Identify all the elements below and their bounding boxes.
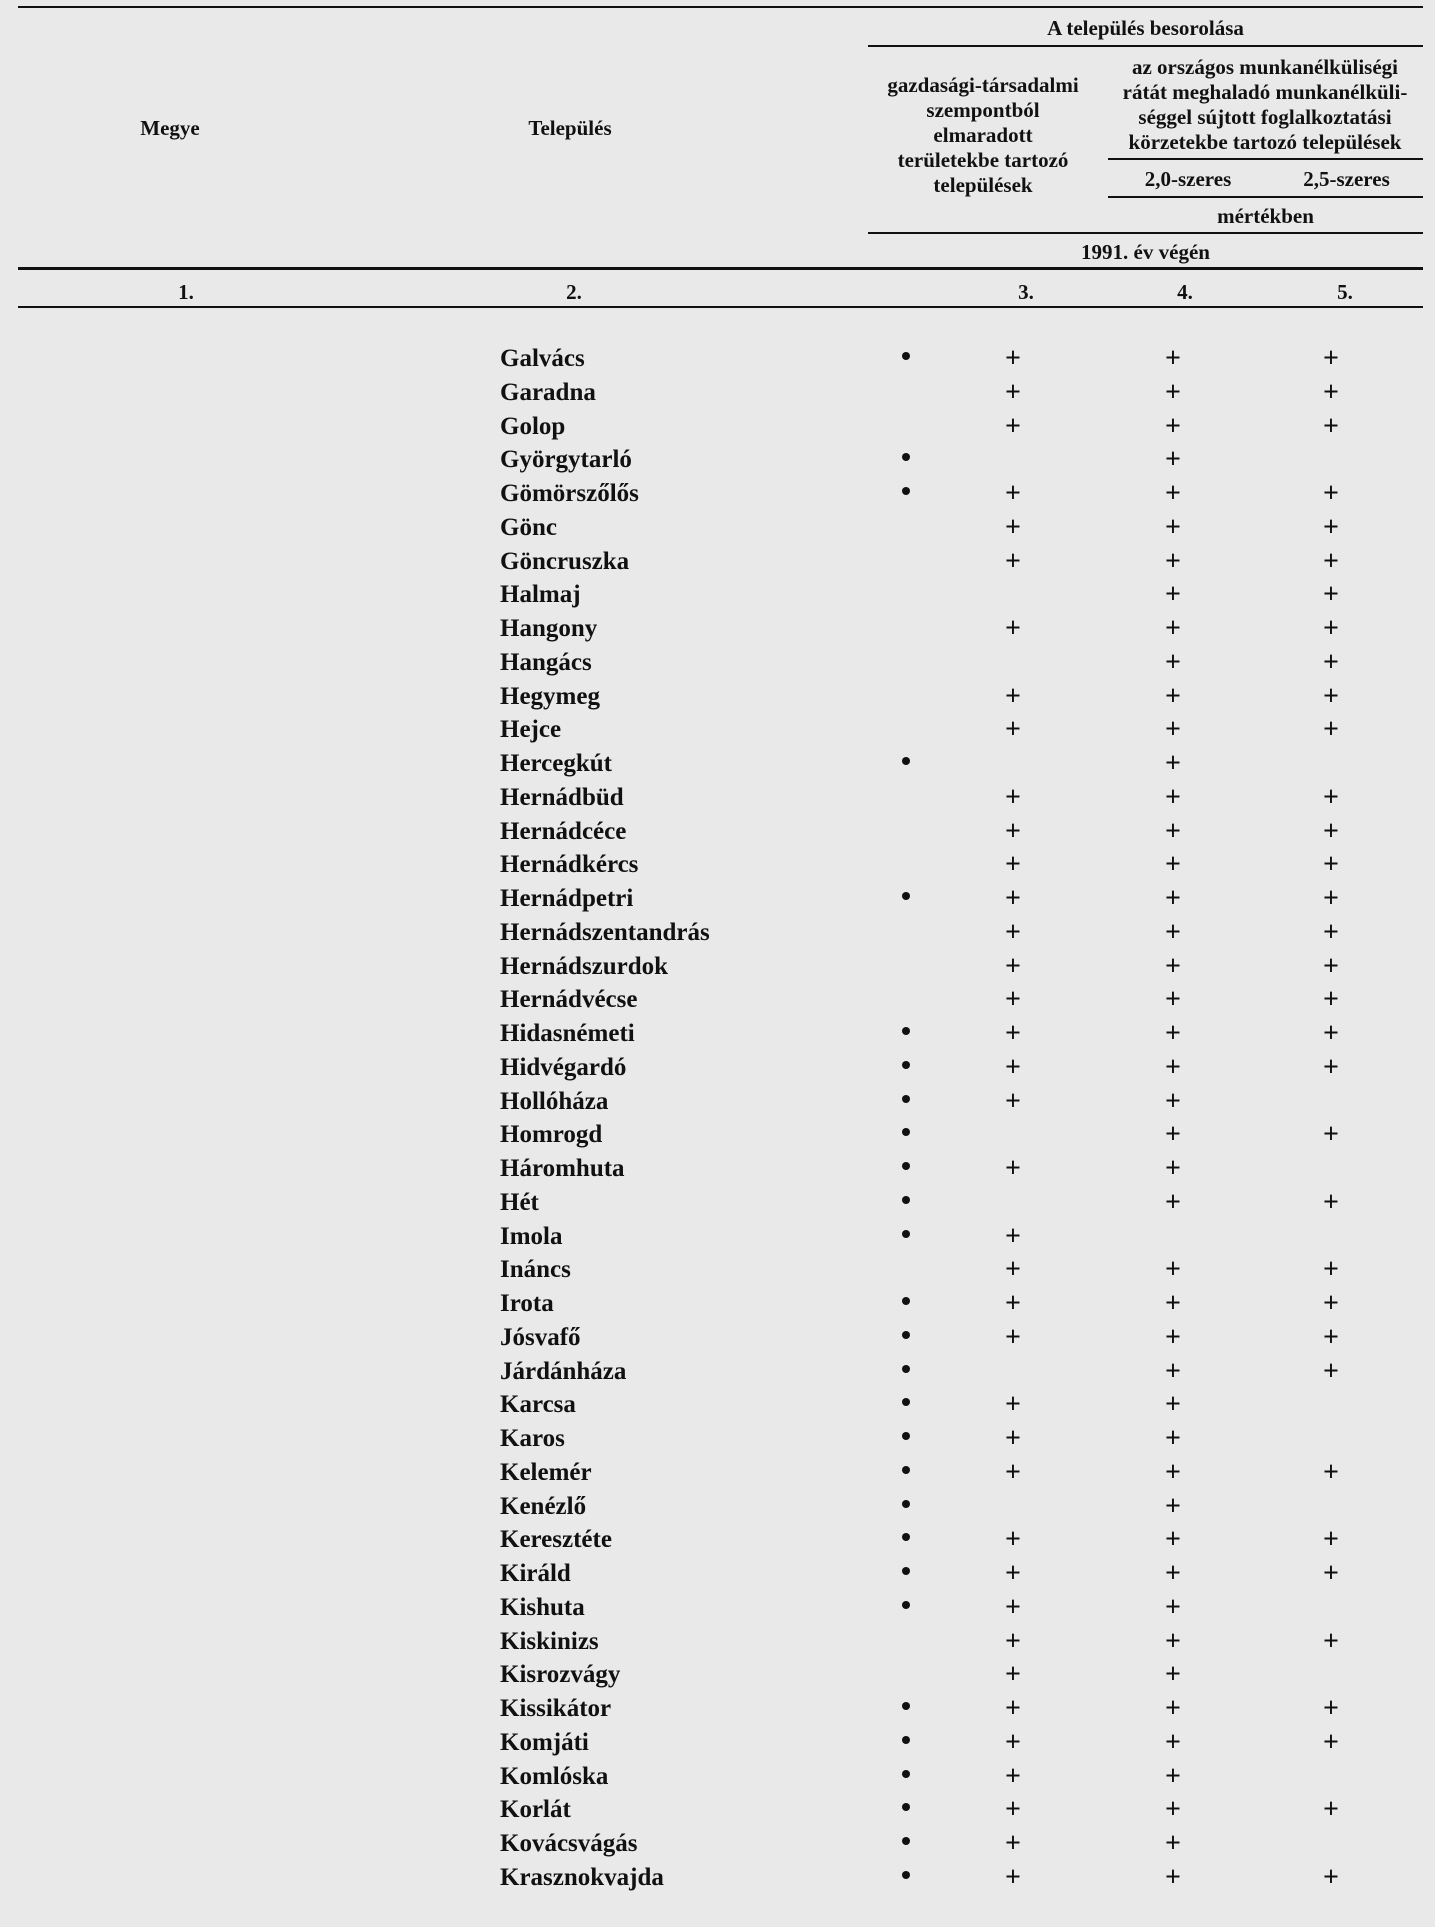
plus-marker-c4: + bbox=[1165, 1288, 1181, 1319]
plus-marker-c3: + bbox=[1005, 1760, 1021, 1792]
settlement-name: Királd bbox=[500, 1560, 571, 1587]
settlement-name: Karos bbox=[500, 1425, 565, 1452]
settlement-name: Hidvégardó bbox=[500, 1053, 627, 1081]
settlement-name: Kishuta bbox=[500, 1593, 585, 1621]
settlement-name: Kenézlő bbox=[500, 1492, 587, 1520]
plus-marker-c3: + bbox=[1005, 714, 1021, 746]
plus-marker-c5: + bbox=[1323, 1524, 1339, 1556]
plus-marker-c4: + bbox=[1165, 376, 1181, 408]
plus-marker-c3: + bbox=[1005, 1625, 1021, 1657]
plus-marker-c4: + bbox=[1165, 478, 1181, 509]
plus-marker-c4: + bbox=[1165, 1558, 1181, 1589]
settlement-name: Hernádbüd bbox=[500, 783, 624, 811]
plus-marker-c4: + bbox=[1165, 680, 1181, 712]
table-row bbox=[0, 952, 1435, 986]
dot-marker bbox=[902, 1365, 910, 1373]
plus-marker-c3: + bbox=[1005, 1254, 1021, 1286]
plus-marker-c3: + bbox=[1005, 1321, 1021, 1353]
table-row bbox=[0, 1829, 1435, 1863]
table-row bbox=[0, 648, 1435, 682]
plus-marker-c4: + bbox=[1165, 1625, 1181, 1657]
plus-marker-c4: + bbox=[1165, 579, 1181, 611]
plus-marker-c5: + bbox=[1323, 781, 1339, 813]
header-line: elmaradott bbox=[933, 123, 1033, 147]
settlement-name: Gömörszőlős bbox=[500, 480, 639, 507]
dot-marker bbox=[902, 757, 910, 765]
dot-marker bbox=[902, 1466, 910, 1474]
table-row bbox=[0, 1627, 1435, 1661]
settlement-name: Hollóháza bbox=[500, 1087, 609, 1115]
settlement-name: Hangony bbox=[500, 615, 598, 642]
dot-marker bbox=[902, 487, 910, 495]
plus-marker-c4: + bbox=[1165, 883, 1181, 914]
plus-marker-c4: + bbox=[1165, 613, 1181, 644]
plus-marker-c3: + bbox=[1005, 1726, 1021, 1758]
plus-marker-c4: + bbox=[1165, 1051, 1181, 1083]
settlement-name: Halmaj bbox=[500, 581, 581, 609]
table-row bbox=[0, 1053, 1435, 1087]
settlement-name: Korlát bbox=[500, 1796, 571, 1824]
settlement-name: Karcsa bbox=[500, 1391, 576, 1419]
plus-marker-c5: + bbox=[1323, 1355, 1339, 1387]
dot-marker bbox=[902, 1398, 910, 1406]
group-title: A település besorolása bbox=[1047, 16, 1244, 40]
dot-marker bbox=[902, 1871, 910, 1879]
dot-marker bbox=[902, 1027, 910, 1035]
settlement-name: Jósvafő bbox=[500, 1323, 581, 1351]
dot-marker bbox=[902, 1736, 910, 1744]
plus-marker-c4: + bbox=[1165, 545, 1181, 577]
plus-marker-c3: + bbox=[1005, 815, 1021, 847]
settlement-name: Hercegkút bbox=[500, 750, 613, 777]
table-row bbox=[0, 1728, 1435, 1762]
dot-marker bbox=[902, 1770, 910, 1778]
settlement-name: Krasznokvajda bbox=[500, 1863, 664, 1891]
plus-marker-c3: + bbox=[1005, 613, 1021, 644]
plus-marker-c3: + bbox=[1005, 1423, 1021, 1454]
settlement-name: Kiskinizs bbox=[500, 1627, 599, 1655]
header-line: rátát meghaladó munkanélküli- bbox=[1122, 80, 1408, 104]
plus-marker-c4: + bbox=[1165, 1726, 1181, 1758]
plus-marker-c5: + bbox=[1323, 1558, 1339, 1589]
column-number-3: 3. bbox=[1018, 280, 1034, 304]
plus-marker-c3: + bbox=[1005, 883, 1021, 914]
table-row bbox=[0, 1289, 1435, 1323]
plus-marker-c4: + bbox=[1165, 714, 1181, 746]
plus-marker-c3: + bbox=[1005, 1018, 1021, 1049]
dot-marker bbox=[902, 1533, 910, 1541]
plus-marker-c3: + bbox=[1005, 1524, 1021, 1556]
plus-marker-c3: + bbox=[1005, 849, 1021, 881]
plus-marker-c4: + bbox=[1165, 1524, 1181, 1556]
settlement-name: Göncruszka bbox=[500, 547, 630, 575]
header-line: az országos munkanélküliségi bbox=[1131, 55, 1399, 79]
plus-marker-c5: + bbox=[1323, 376, 1339, 408]
column-number-2: 2. bbox=[566, 280, 582, 304]
dot-marker bbox=[902, 1297, 910, 1305]
plus-marker-c5: + bbox=[1323, 1693, 1339, 1724]
subtitle-2-0-szeres: 2,0-szeres bbox=[1144, 167, 1232, 191]
plus-marker-c5: + bbox=[1323, 545, 1339, 577]
table-row bbox=[0, 1795, 1435, 1829]
settlement-name: Hernádkércs bbox=[500, 851, 639, 879]
header-line: séggel sújtott foglalkoztatási bbox=[1138, 105, 1392, 129]
plus-marker-c5: + bbox=[1323, 984, 1339, 1016]
column-number-5: 5. bbox=[1337, 280, 1353, 304]
table-row bbox=[0, 547, 1435, 581]
plus-marker-c4: + bbox=[1165, 1456, 1181, 1488]
plus-marker-c4: + bbox=[1165, 748, 1181, 779]
table-row bbox=[0, 479, 1435, 513]
plus-marker-c3: + bbox=[1005, 1693, 1021, 1724]
header-line: körzetekbe tartozó települések bbox=[1128, 130, 1402, 154]
table-row bbox=[0, 918, 1435, 952]
plus-marker-c4: + bbox=[1165, 1861, 1181, 1893]
plus-marker-c4: + bbox=[1165, 1355, 1181, 1387]
dot-marker bbox=[902, 1500, 910, 1508]
plus-marker-c3: + bbox=[1005, 1051, 1021, 1083]
plus-marker-c3: + bbox=[1005, 343, 1021, 374]
dot-marker bbox=[902, 1331, 910, 1339]
plus-marker-c5: + bbox=[1323, 343, 1339, 374]
settlement-name: Hegymeg bbox=[500, 682, 600, 710]
header-line: területekbe tartozó bbox=[897, 148, 1069, 172]
plus-marker-c4: + bbox=[1165, 781, 1181, 813]
dot-marker bbox=[902, 352, 910, 360]
plus-marker-c3: + bbox=[1005, 1288, 1021, 1319]
plus-marker-c4: + bbox=[1165, 1186, 1181, 1218]
plus-marker-c4: + bbox=[1165, 1389, 1181, 1421]
column-title-telepules: Település bbox=[528, 116, 612, 140]
plus-marker-c3: + bbox=[1005, 984, 1021, 1016]
plus-marker-c5: + bbox=[1323, 410, 1339, 442]
table-row bbox=[0, 1188, 1435, 1222]
settlement-name: Györgytarló bbox=[500, 446, 632, 474]
column-title-megye: Megye bbox=[140, 116, 200, 140]
settlement-name: Kisrozvágy bbox=[500, 1661, 621, 1689]
table-row bbox=[0, 1660, 1435, 1694]
table-row bbox=[0, 1525, 1435, 1559]
table-row bbox=[0, 850, 1435, 884]
table-row bbox=[0, 1863, 1435, 1897]
plus-marker-c4: + bbox=[1165, 1018, 1181, 1049]
settlement-name: Háromhuta bbox=[500, 1155, 625, 1182]
settlement-name: Hangács bbox=[500, 648, 592, 676]
dot-marker bbox=[902, 1567, 910, 1575]
plus-marker-c3: + bbox=[1005, 1659, 1021, 1691]
plus-marker-c5: + bbox=[1323, 1794, 1339, 1826]
plus-marker-c5: + bbox=[1323, 579, 1339, 611]
table-row bbox=[0, 1255, 1435, 1289]
plus-marker-c5: + bbox=[1323, 950, 1339, 982]
period-label: 1991. év végén bbox=[1081, 240, 1210, 264]
settlement-name: Kissikátor bbox=[500, 1695, 612, 1722]
plus-marker-c5: + bbox=[1323, 1254, 1339, 1286]
table-row bbox=[0, 412, 1435, 446]
table-row bbox=[0, 1424, 1435, 1458]
settlement-name: Kovácsvágás bbox=[500, 1830, 638, 1857]
dot-marker bbox=[902, 1162, 910, 1170]
column-number-1: 1. bbox=[178, 280, 194, 304]
settlement-name: Golop bbox=[500, 412, 566, 440]
table-row bbox=[0, 1357, 1435, 1391]
table-row bbox=[0, 1323, 1435, 1357]
dot-marker bbox=[902, 1702, 910, 1710]
settlement-name: Hét bbox=[500, 1188, 539, 1216]
table-row bbox=[0, 580, 1435, 614]
settlement-name: Homrogd bbox=[500, 1121, 603, 1149]
dot-marker bbox=[902, 1837, 910, 1845]
plus-marker-c5: + bbox=[1323, 680, 1339, 712]
table-row bbox=[0, 884, 1435, 918]
plus-marker-c3: + bbox=[1005, 1558, 1021, 1589]
plus-marker-c5: + bbox=[1323, 815, 1339, 847]
plus-marker-c3: + bbox=[1005, 1085, 1021, 1117]
plus-marker-c5: + bbox=[1323, 1625, 1339, 1657]
settlement-name: Irota bbox=[500, 1290, 554, 1317]
plus-marker-c4: + bbox=[1165, 444, 1181, 476]
plus-marker-c4: + bbox=[1165, 1760, 1181, 1792]
settlement-name: Hejce bbox=[500, 716, 562, 744]
dot-marker bbox=[902, 1061, 910, 1069]
plus-marker-c4: + bbox=[1165, 916, 1181, 948]
dot-marker bbox=[902, 1432, 910, 1440]
settlement-name: Hernádpetri bbox=[500, 885, 634, 912]
table-row bbox=[0, 682, 1435, 716]
table-row bbox=[0, 1458, 1435, 1492]
plus-marker-c4: + bbox=[1165, 1659, 1181, 1691]
plus-marker-c5: + bbox=[1323, 916, 1339, 948]
table-row bbox=[0, 1559, 1435, 1593]
plus-marker-c3: + bbox=[1005, 1389, 1021, 1421]
settlement-name: Garadna bbox=[500, 378, 596, 406]
plus-marker-c4: + bbox=[1165, 1693, 1181, 1724]
dot-marker bbox=[902, 1196, 910, 1204]
table-row bbox=[0, 1120, 1435, 1154]
table-row bbox=[0, 614, 1435, 648]
header-line: települések bbox=[933, 173, 1033, 197]
settlement-name: Gönc bbox=[500, 513, 557, 541]
plus-marker-c3: + bbox=[1005, 1220, 1021, 1252]
plus-marker-c5: + bbox=[1323, 646, 1339, 678]
plus-marker-c4: + bbox=[1165, 511, 1181, 543]
plus-marker-c3: + bbox=[1005, 1591, 1021, 1623]
plus-marker-c3: + bbox=[1005, 478, 1021, 509]
table-row bbox=[0, 985, 1435, 1019]
plus-marker-c4: + bbox=[1165, 1423, 1181, 1454]
plus-marker-c4: + bbox=[1165, 1254, 1181, 1286]
plus-marker-c5: + bbox=[1323, 849, 1339, 881]
settlement-name: Hernádszurdok bbox=[500, 952, 669, 980]
table-row bbox=[0, 1762, 1435, 1796]
plus-marker-c5: + bbox=[1323, 883, 1339, 914]
settlement-name: Hernádcéce bbox=[500, 817, 627, 845]
plus-marker-c3: + bbox=[1005, 1794, 1021, 1826]
plus-marker-c3: + bbox=[1005, 1828, 1021, 1859]
plus-marker-c4: + bbox=[1165, 815, 1181, 847]
settlement-name: Hidasnémeti bbox=[500, 1020, 635, 1047]
plus-marker-c4: + bbox=[1165, 646, 1181, 678]
table-row bbox=[0, 715, 1435, 749]
settlement-name: Hernádszentandrás bbox=[500, 918, 710, 946]
plus-marker-c4: + bbox=[1165, 1794, 1181, 1826]
plus-marker-c3: + bbox=[1005, 680, 1021, 712]
plus-marker-c3: + bbox=[1005, 1861, 1021, 1893]
plus-marker-c5: + bbox=[1323, 613, 1339, 644]
header-line: szempontból bbox=[926, 98, 1040, 122]
dot-marker bbox=[902, 1128, 910, 1136]
plus-marker-c4: + bbox=[1165, 950, 1181, 982]
plus-marker-c5: + bbox=[1323, 1051, 1339, 1083]
plus-marker-c4: + bbox=[1165, 1321, 1181, 1353]
plus-marker-c5: + bbox=[1323, 1321, 1339, 1353]
plus-marker-c3: + bbox=[1005, 1153, 1021, 1184]
plus-marker-c3: + bbox=[1005, 950, 1021, 982]
table-row bbox=[0, 344, 1435, 378]
column-number-4: 4. bbox=[1177, 280, 1193, 304]
settlement-name: Kelemér bbox=[500, 1458, 592, 1486]
plus-marker-c5: + bbox=[1323, 1119, 1339, 1151]
table-row bbox=[0, 1593, 1435, 1627]
dot-marker bbox=[902, 1803, 910, 1811]
plus-marker-c5: + bbox=[1323, 1861, 1339, 1893]
plus-marker-c5: + bbox=[1323, 1186, 1339, 1218]
plus-marker-c4: + bbox=[1165, 1828, 1181, 1859]
table-row bbox=[0, 1154, 1435, 1188]
plus-marker-c3: + bbox=[1005, 545, 1021, 577]
settlement-name: Járdánháza bbox=[500, 1357, 627, 1385]
dot-marker bbox=[902, 1230, 910, 1238]
plus-marker-c4: + bbox=[1165, 1591, 1181, 1623]
settlement-name: Komjáti bbox=[500, 1728, 589, 1756]
plus-marker-c5: + bbox=[1323, 1018, 1339, 1049]
table-row bbox=[0, 817, 1435, 851]
measure-label: mértékben bbox=[1217, 204, 1314, 228]
plus-marker-c4: + bbox=[1165, 1085, 1181, 1117]
plus-marker-c5: + bbox=[1323, 1288, 1339, 1319]
dot-marker bbox=[902, 892, 910, 900]
dot-marker bbox=[902, 1095, 910, 1103]
table-row bbox=[0, 378, 1435, 412]
plus-marker-c4: + bbox=[1165, 410, 1181, 442]
plus-marker-c4: + bbox=[1165, 849, 1181, 881]
plus-marker-c4: + bbox=[1165, 1119, 1181, 1151]
table-row bbox=[0, 445, 1435, 479]
settlement-name: Keresztéte bbox=[500, 1526, 612, 1554]
dot-marker bbox=[902, 453, 910, 461]
table-row bbox=[0, 1222, 1435, 1256]
plus-marker-c4: + bbox=[1165, 984, 1181, 1016]
dot-marker bbox=[902, 1601, 910, 1609]
settlement-name: Komlóska bbox=[500, 1762, 609, 1790]
table-row bbox=[0, 1087, 1435, 1121]
plus-marker-c5: + bbox=[1323, 1726, 1339, 1758]
table-row bbox=[0, 513, 1435, 547]
plus-marker-c3: + bbox=[1005, 376, 1021, 408]
settlement-name: Hernádvécse bbox=[500, 986, 638, 1014]
plus-marker-c5: + bbox=[1323, 511, 1339, 543]
plus-marker-c4: + bbox=[1165, 1490, 1181, 1522]
table-row bbox=[0, 749, 1435, 783]
plus-marker-c3: + bbox=[1005, 511, 1021, 543]
plus-marker-c5: + bbox=[1323, 714, 1339, 746]
subtitle-2-5-szeres: 2,5-szeres bbox=[1303, 167, 1390, 191]
plus-marker-c3: + bbox=[1005, 781, 1021, 813]
settlement-name: Ináncs bbox=[500, 1256, 571, 1284]
table-row bbox=[0, 1492, 1435, 1526]
plus-marker-c4: + bbox=[1165, 1153, 1181, 1184]
plus-marker-c5: + bbox=[1323, 1456, 1339, 1488]
plus-marker-c4: + bbox=[1165, 343, 1181, 374]
table-row bbox=[0, 1390, 1435, 1424]
table-row bbox=[0, 1019, 1435, 1053]
table-row bbox=[0, 1694, 1435, 1728]
plus-marker-c3: + bbox=[1005, 916, 1021, 948]
plus-marker-c5: + bbox=[1323, 478, 1339, 509]
header-line: gazdasági-társadalmi bbox=[887, 73, 1079, 97]
settlement-name: Galvács bbox=[500, 345, 585, 372]
plus-marker-c3: + bbox=[1005, 1456, 1021, 1488]
plus-marker-c3: + bbox=[1005, 410, 1021, 442]
settlement-name: Imola bbox=[500, 1222, 563, 1250]
table-row bbox=[0, 783, 1435, 817]
